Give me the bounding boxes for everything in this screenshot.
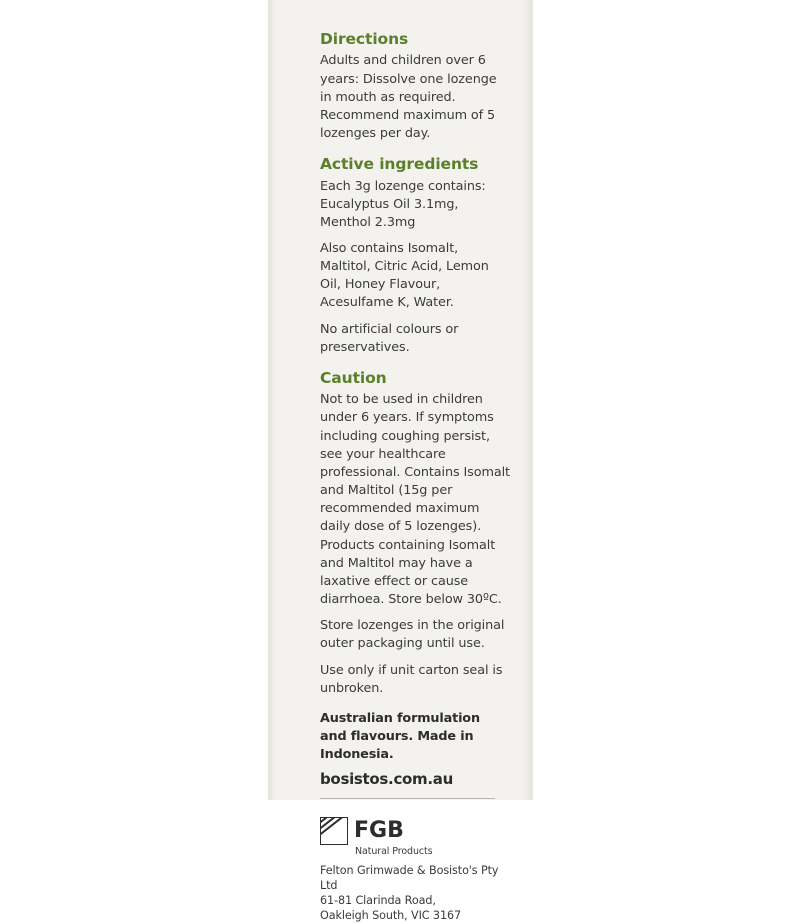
active-ingredients-text-3: No artificial colours or preservatives. (320, 321, 459, 355)
active-ingredients-heading: Active ingredients (320, 155, 479, 174)
caution-text-1: Not to be used in children under 6 years. If symptoms including coughing persist, see your healthcare professional. Contains Isomalt and Maltitol (15g per recommended maximum daily dose of 5 lozenges). Products containing Isomalt and Maltitol may have a laxative effect or cause diarrhoea. Store below 30ºC. (320, 392, 510, 608)
fgb-logo-icon (320, 817, 348, 845)
company-address (320, 863, 510, 923)
company-address-line-1: Felton Grimwade & Bosisto's Pty Ltd (320, 863, 499, 892)
fgb-logo (320, 817, 510, 845)
website-url: bosistos.com.au (320, 769, 453, 788)
directions-text: Adults and children over 6 years: Dissolve one lozenge in mouth as required. Recommend maximum of 5 lozenges per day. (320, 53, 497, 141)
carton-right-edge (521, 0, 533, 800)
directions-heading: Directions (320, 30, 409, 48)
active-ingredients-text-2: Also contains Isomalt, Maltitol, Citric Acid, Lemon Oil, Honey Flavour, Acesulfame K, Water. (320, 241, 489, 311)
caution-text-3: Use only if unit carton seal is unbroken. (320, 662, 503, 696)
fgb-logo-subtitle: Natural Products (355, 845, 433, 857)
section-caution (320, 369, 510, 698)
divider (320, 798, 495, 799)
panel-content (320, 0, 510, 922)
caution-text-2: Store lozenges in the original outer packaging until use. (320, 618, 505, 652)
carton-left-edge (268, 0, 276, 800)
caution-heading: Caution (320, 368, 387, 387)
origin-note: Australian formulation and flavours. Made in Indonesia. (320, 710, 480, 762)
company-address-line-2: 61-81 Clarinda Road, (320, 893, 436, 907)
section-active-ingredients (320, 155, 510, 357)
company-address-line-3: Oakleigh South, VIC 3167 (320, 908, 462, 922)
section-directions (320, 30, 510, 143)
fgb-logo-text: FGB (354, 817, 404, 843)
active-ingredients-text-1: Each 3g lozenge contains: Eucalyptus Oil 3.1mg, Menthol 2.3mg (320, 178, 486, 230)
